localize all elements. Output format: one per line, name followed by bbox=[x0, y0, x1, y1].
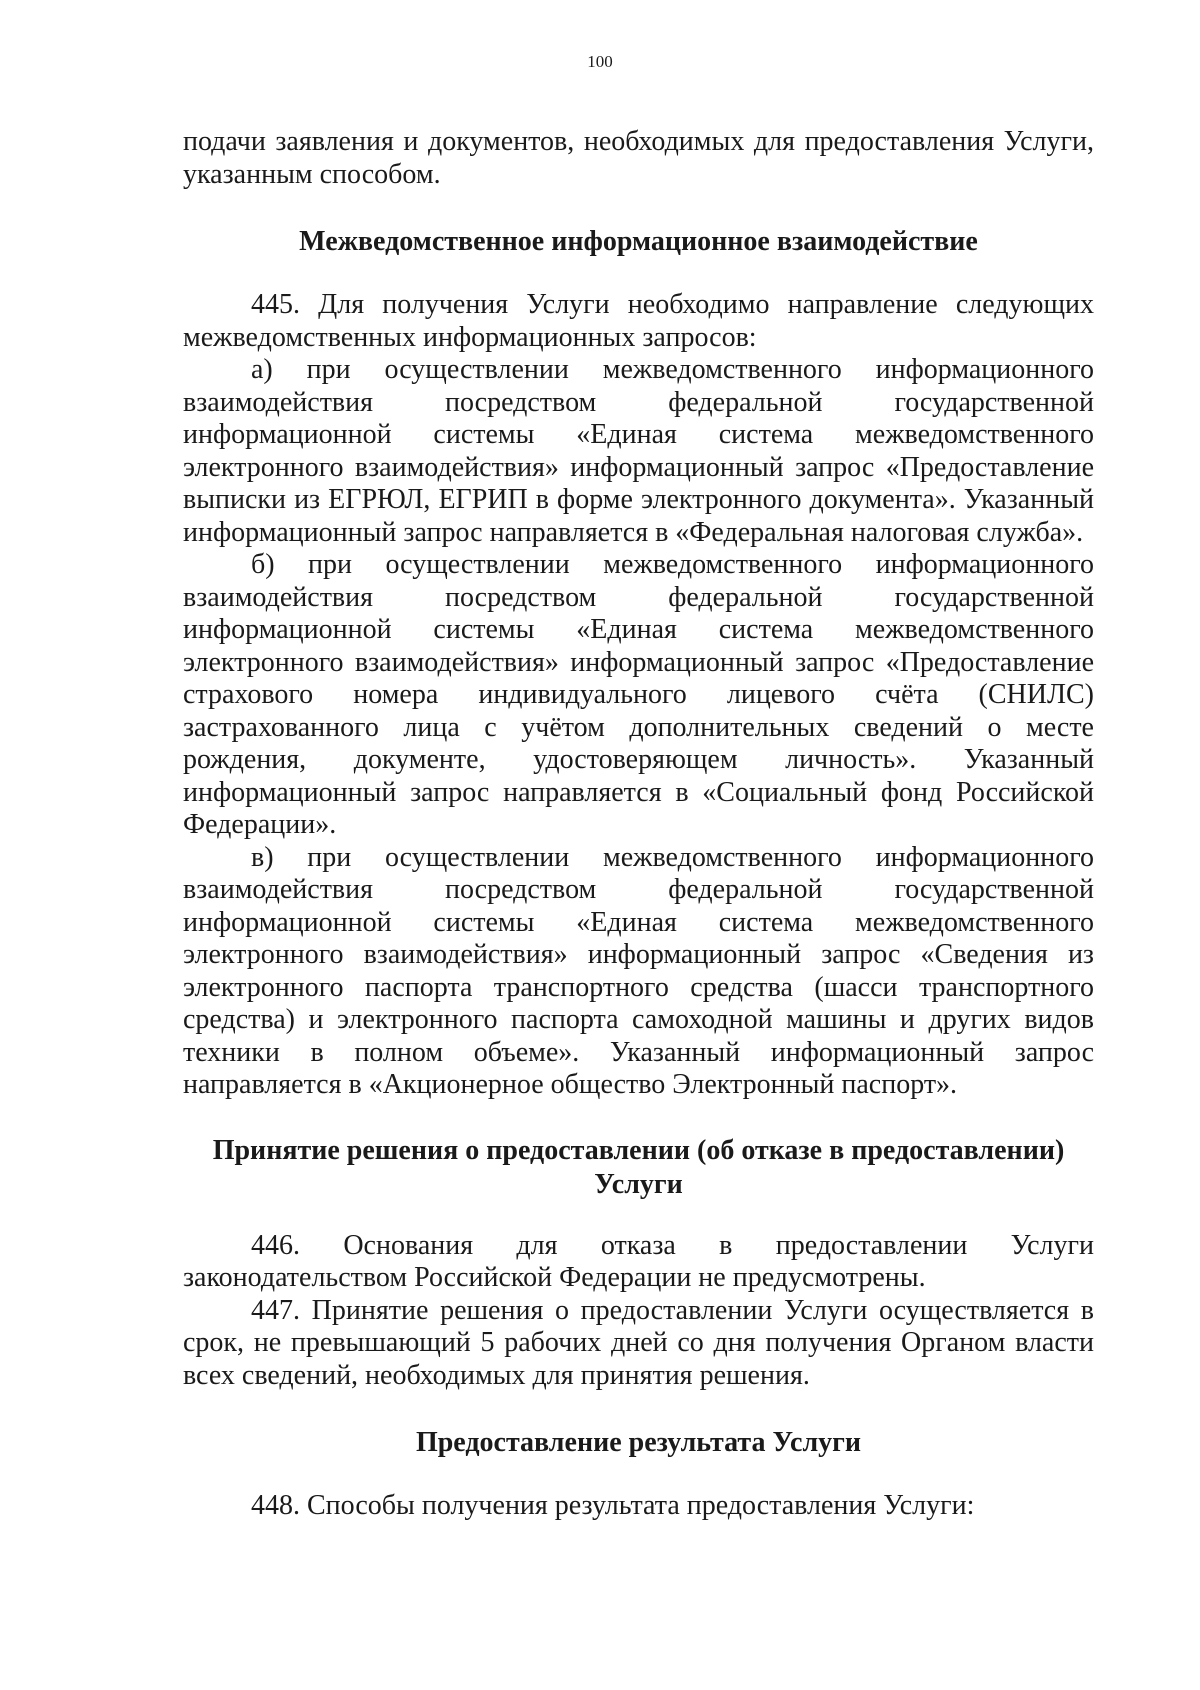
paragraph-446: 446. Основания для отказа в предоставлении Услуги законодательством Российской Федерации не предусмотрены. bbox=[183, 1229, 1094, 1293]
intro-paragraph: подачи заявления и документов, необходимых для предоставления Услуги, указанным способом. bbox=[183, 126, 1094, 190]
heading-decision-line-1: Принятие решения о предоставлении (об отказе в предоставлении) bbox=[212, 1134, 1065, 1166]
heading-decision bbox=[183, 1134, 1094, 1202]
paragraph-448: 448. Способы получения результата предоставления Услуги: bbox=[251, 1490, 975, 1521]
page-body bbox=[183, 126, 1094, 1523]
heading-result: Предоставление результата Услуги bbox=[415, 1427, 862, 1458]
heading-decision-line-2: Услуги bbox=[594, 1168, 683, 1200]
paragraph-445: 445. Для получения Услуги необходимо направление следующих межведомственных информационных запросов: bbox=[183, 289, 1094, 353]
paragraph-447: 447. Принятие решения о предоставлении Услуги осуществляется в срок, не превышающий 5 рабочих дней со дня получения Органом власти всех сведений, необходимых для принятия решения. bbox=[183, 1294, 1094, 1391]
paragraph-445-b: б) при осуществлении межведомственного информационного взаимодействия посредством федеральной государственной информационной системы «Единая система межведомственного электронного взаимодействия» информационный запрос «Предоставление страхового номера индивидуального лицевого счёта (СНИЛС) застрахованного лица с учётом дополнительных сведений о месте рождения, документе, удостоверяющем личность». Указанный информационный запрос направляется в «Социальный фонд Российской Федерации». bbox=[183, 549, 1094, 840]
heading-interagency-interaction: Межведомственное информационное взаимодействие bbox=[299, 226, 978, 257]
paragraph-445-a: а) при осуществлении межведомственного информационного взаимодействия посредством федеральной государственной информационной системы «Единая система межведомственного электронного взаимодействия» информационный запрос «Предоставление выписки из ЕГРЮЛ, ЕГРИП в форме электронного документа». Указанный информационный запрос направляется в «Федеральная налоговая служба». bbox=[183, 354, 1094, 548]
page-number: 100 bbox=[587, 52, 613, 71]
paragraph-445-c: в) при осуществлении межведомственного информационного взаимодействия посредством федеральной государственной информационной системы «Единая система межведомственного электронного взаимодействия» информационный запрос «Сведения из электронного паспорта транспортного средства (шасси транспортного средства) и электронного паспорта самоходной машины и других видов техники в полном объеме». Указанный информационный запрос направляется в «Акционерное общество Электронный паспорт». bbox=[183, 841, 1094, 1100]
